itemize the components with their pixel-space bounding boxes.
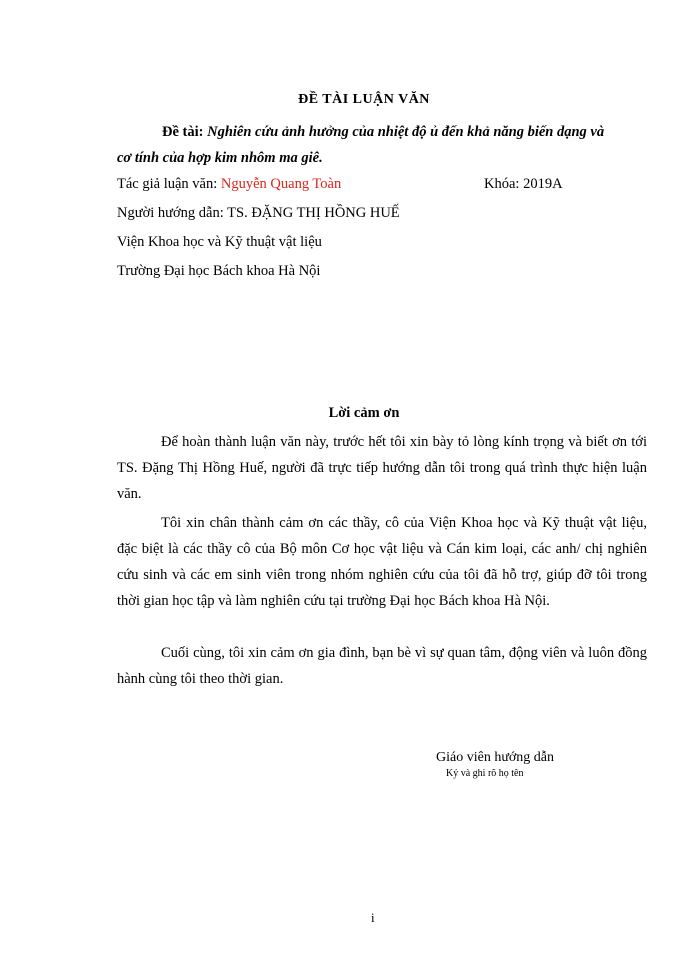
topic-label: Đề tài: <box>162 124 204 140</box>
signature-role: Giáo viên hướng dẫn <box>436 750 555 765</box>
acknowledgement-paragraph-3: Cuối cùng, tôi xin cảm ơn gia đình, bạn bè vì sự quan tâm, động viên và luôn đồng hành cùng tôi theo thời gian. <box>117 645 647 687</box>
page-heading: ĐỀ TÀI LUẬN VĂN <box>298 92 430 107</box>
institute-line: Viện Khoa học và Kỹ thuật vật liệu <box>117 234 322 250</box>
acknowledgement-title: Lời cảm ơn <box>328 405 400 421</box>
course-value: 2019A <box>523 176 563 192</box>
supervisor-line <box>117 205 400 222</box>
topic-line-1 <box>162 124 604 141</box>
course-label: Khóa: <box>484 176 520 192</box>
author-label: Tác giả luận văn: <box>117 176 218 192</box>
course-line <box>484 176 563 193</box>
acknowledgement-paragraph-1: Để hoàn thành luận văn này, trước hết tôi xin bày tỏ lòng kính trọng và biết ơn tới TS. Đặng Thị Hồng Huế, người đã trực tiếp hướng dẫn tôi trong quá trình thực hiện luận văn. <box>117 434 647 502</box>
topic-title-part-1: Nghiên cứu ảnh hưởng của nhiệt độ ủ đến khả năng biến dạng và <box>207 124 605 140</box>
author-line <box>117 176 341 193</box>
topic-title-part-2: cơ tính của hợp kim nhôm ma giê. <box>117 150 323 166</box>
signature-note: Ký và ghi rõ họ tên <box>446 768 524 779</box>
supervisor-label: Người hướng dẫn: <box>117 205 224 221</box>
page-number: i <box>371 910 375 925</box>
university-line: Trường Đại học Bách khoa Hà Nội <box>117 263 321 279</box>
author-name: Nguyễn Quang Toàn <box>220 176 342 192</box>
acknowledgement-paragraph-2: Tôi xin chân thành cảm ơn các thầy, cô của Viện Khoa học và Kỹ thuật vật liệu, đặc biệt là các thầy cô của Bộ môn Cơ học vật liệu và Cán kim loại, các anh/ chị nghiên cứu sinh và các em sinh viên trong nhóm nghiên cứu của tôi đã hỗ trợ, giúp đỡ tôi trong thời gian học tập và làm nghiên cứu tại trường Đại học Bách khoa Hà Nội. <box>117 515 647 609</box>
supervisor-name: TS. ĐẶNG THỊ HỒNG HUẾ <box>227 205 400 221</box>
